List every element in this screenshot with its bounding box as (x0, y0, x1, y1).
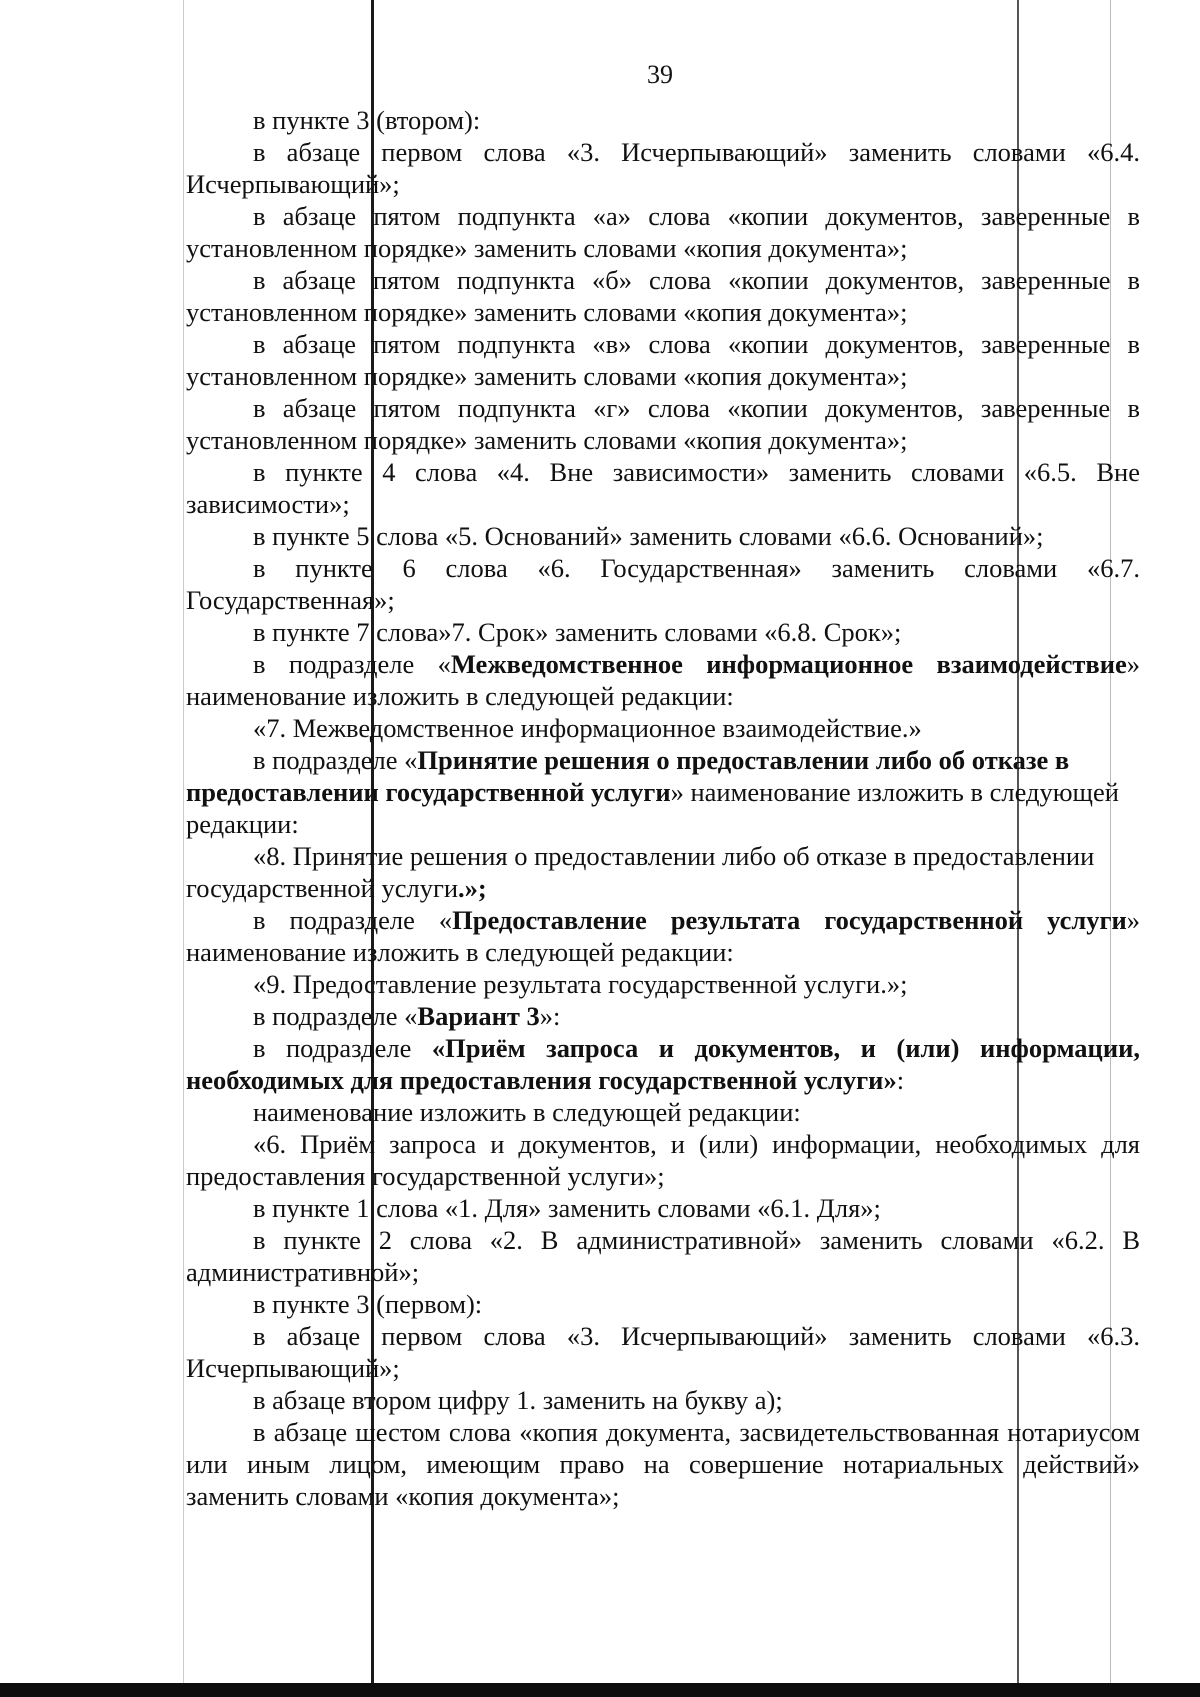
page-number: 39 (647, 60, 673, 89)
text-run: в пункте 5 слова «5. Оснований» заменить словами «6.6. Оснований»; (253, 521, 1044, 551)
paragraph (186, 1224, 1140, 1288)
bold-text-run: Межведомственное информационное взаимодействие (450, 649, 1127, 679)
paragraph (186, 1000, 1140, 1032)
bold-text-run: .»; (458, 873, 487, 903)
paragraph (186, 200, 1140, 264)
text-run: в подразделе « (253, 649, 451, 679)
text-run: в пункте 6 слова «6. Государственная» заменить словами «6.7. Государственная»; (186, 553, 1140, 615)
paragraph (186, 1416, 1140, 1512)
paragraph (186, 392, 1140, 456)
bold-text-run: Принятие решения о предоставлении либо об отказе в предоставлении государственной услуги (186, 745, 1070, 807)
text-run: в пункте 1 слова «1. Для» заменить словами «6.1. Для»; (253, 1193, 881, 1223)
text-run: в подразделе « (253, 745, 418, 775)
text-run: в подразделе (253, 1033, 432, 1063)
paragraph (186, 904, 1140, 968)
paragraph (186, 840, 1140, 904)
paragraph (186, 744, 1140, 840)
text-run: в абзаце первом слова «3. Исчерпывающий» заменить словами «6.4. Исчерпывающий»; (186, 137, 1140, 199)
text-run: в абзаце пятом подпункта «в» слова «копии документов, заверенные в установленном порядке» заменить словами «копия документа»; (186, 329, 1140, 391)
paragraph (186, 456, 1140, 520)
scan-bottom-edge (0, 1683, 1200, 1697)
paragraph (186, 104, 1140, 136)
text-run: в пункте 3 (первом): (253, 1289, 483, 1319)
text-run: в подразделе « (253, 905, 453, 935)
text-run: в подразделе « (253, 1001, 418, 1031)
text-run: «8. Принятие решения о предоставлении либо об отказе в предоставлении государственной услуги (186, 841, 1095, 903)
paragraph (186, 328, 1140, 392)
text-run: в пункте 3 (втором): (253, 105, 481, 135)
paragraph (186, 1096, 1140, 1128)
text-run: «9. Предоставление результата государственной услуги.»; (253, 969, 908, 999)
paragraph (186, 264, 1140, 328)
text-run: »: (539, 1001, 561, 1031)
paragraph (186, 648, 1140, 712)
document-body (186, 104, 1140, 1512)
text-run: в абзаце первом слова «3. Исчерпывающий» заменить словами «6.3. Исчерпывающий»; (186, 1321, 1140, 1383)
text-run: в абзаце пятом подпункта «а» слова «копии документов, заверенные в установленном порядке» заменить словами «копия документа»; (186, 201, 1140, 263)
bold-text-run: Предоставление результата государственной услуги (452, 905, 1127, 935)
paragraph (186, 968, 1140, 1000)
paragraph (186, 136, 1140, 200)
paragraph (186, 1192, 1140, 1224)
text-run: в пункте 7 слова»7. Срок» заменить словами «6.8. Срок»; (253, 617, 902, 647)
text-run: » наименование изложить в следующей редакции: (186, 905, 1140, 967)
paragraph (186, 1032, 1140, 1096)
paragraph (186, 1288, 1140, 1320)
text-run: » наименование изложить в следующей редакции: (186, 777, 1119, 839)
paragraph (186, 616, 1140, 648)
text-run: наименование изложить в следующей редакции: (253, 1097, 801, 1127)
text-run: «6. Приём запроса и документов, и (или) информации, необходимых для предоставления государственной услуги»; (186, 1129, 1140, 1191)
text-run: «7. Межведомственное информационное взаимодействие.» (253, 713, 922, 743)
text-run: в абзаце шестом слова «копия документа, засвидетельствованная нотариусом или иным лицом, имеющим право на совершение нотариальных действий» заменить словами «копия документа»; (186, 1417, 1140, 1511)
bold-text-run: Вариант 3 (417, 1001, 540, 1031)
paragraph (186, 1384, 1140, 1416)
text-run: в абзаце пятом подпункта «б» слова «копии документов, заверенные в установленном порядке» заменить словами «копия документа»; (186, 265, 1140, 327)
paragraph (186, 1128, 1140, 1192)
text-run: : (896, 1065, 905, 1095)
text-run: в абзаце втором цифру 1. заменить на букву а); (253, 1385, 783, 1415)
paragraph (186, 520, 1140, 552)
scan-artifact-line (183, 0, 184, 1697)
bold-text-run: «Приём запроса и документов, и (или) информации, необходимых для предоставления государственной услуги» (186, 1033, 1140, 1095)
paragraph (186, 712, 1140, 744)
paragraph (186, 1320, 1140, 1384)
text-run: в абзаце пятом подпункта «г» слова «копии документов, заверенные в установленном порядке» заменить словами «копия документа»; (186, 393, 1140, 455)
text-run: » наименование изложить в следующей редакции: (186, 649, 1140, 711)
text-run: в пункте 4 слова «4. Вне зависимости» заменить словами «6.5. Вне зависимости»; (186, 457, 1140, 519)
paragraph (186, 552, 1140, 616)
text-run: в пункте 2 слова «2. В административной» заменить словами «6.2. В административной»; (186, 1225, 1140, 1287)
